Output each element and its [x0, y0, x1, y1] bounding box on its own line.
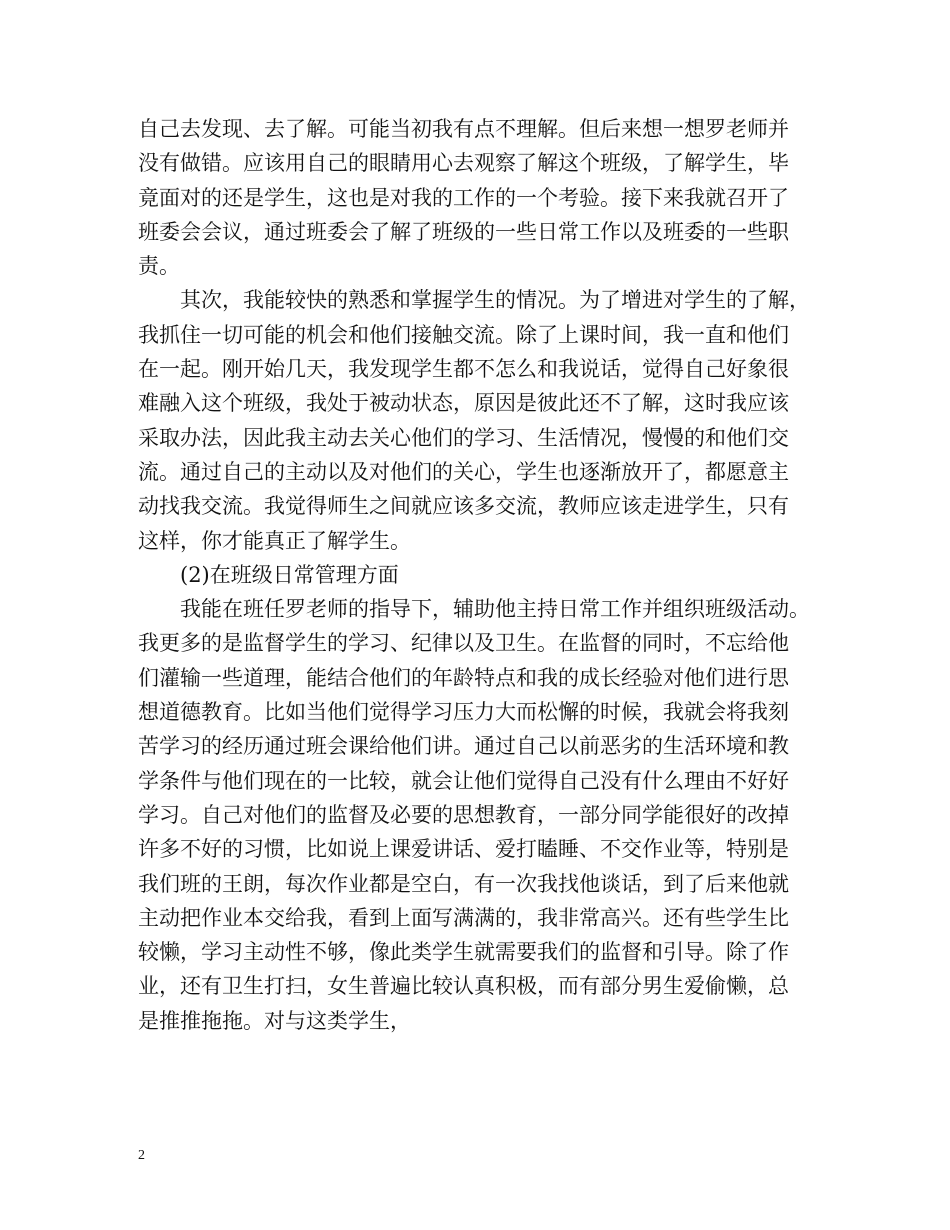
text-line: 们灌输一些道理，能结合他们的年龄特点和我的成长经验对他们进行思	[138, 665, 789, 690]
text-line: 是推推拖拖。对与这类学生，	[138, 1008, 411, 1033]
text-line: 我们班的王朗，每次作业都是空白，有一次我找他谈话，到了后来他就	[138, 871, 789, 896]
section-heading: (2)在班级日常管理方面	[138, 562, 399, 587]
text-line: 许多不好的习惯，比如说上课爱讲话、爱打瞌睡、不交作业等，特别是	[138, 837, 789, 862]
text-line: 采取办法，因此我主动去关心他们的学习、生活情况，慢慢的和他们交	[138, 425, 789, 450]
text-line: 我更多的是监督学生的学习、纪律以及卫生。在监督的同时，不忘给他	[138, 631, 789, 656]
text-line: 我抓住一切可能的机会和他们接触交流。除了上课时间，我一直和他们	[138, 322, 789, 347]
text-line: 竟面对的还是学生，这也是对我的工作的一个考验。接下来我就召开了	[138, 185, 789, 210]
text-line: 想道德教育。比如当他们觉得学习压力大而松懈的时候，我就会将我刻	[138, 700, 789, 725]
text-line: 较懒，学习主动性不够，像此类学生就需要我们的监督和引导。除了作	[138, 940, 789, 965]
text-line: 主动把作业本交给我，看到上面写满满的，我非常高兴。还有些学生比	[138, 905, 789, 930]
text-line: 流。通过自己的主动以及对他们的关心，学生也逐渐放开了，都愿意主	[138, 459, 789, 484]
text-line: 在一起。刚开始几天，我发现学生都不怎么和我说话，觉得自己好象很	[138, 357, 789, 382]
text-line: 自己去发现、去了解。可能当初我有点不理解。但后来想一想罗老师并	[138, 117, 789, 141]
text-line: 学习。自己对他们的监督及必要的思想教育，一部分同学能很好的改掉	[138, 802, 789, 827]
text-line: 业，还有卫生打扫，女生普遍比较认真积极，而有部分男生爱偷懒，总	[138, 974, 789, 999]
text-line: 其次，我能较快的熟悉和掌握学生的情况。为了增进对学生的了解，	[138, 288, 810, 313]
text-line: 学条件与他们现在的一比较，就会让他们觉得自己没有什么理由不好好	[138, 768, 789, 793]
text-line: 苦学习的经历通过班会课给他们讲。通过自己以前恶劣的生活环境和教	[138, 734, 789, 759]
page-number: 2	[138, 1148, 145, 1163]
text-line: 这样，你才能真正了解学生。	[138, 528, 411, 553]
text-line: 没有做错。应该用自己的眼睛用心去观察了解这个班级，了解学生，毕	[138, 151, 789, 176]
body-text	[138, 112, 838, 1038]
text-line: 动找我交流。我觉得师生之间就应该多交流，教师应该走进学生，只有	[138, 494, 789, 519]
text-line: 难融入这个班级，我处于被动状态，原因是彼此还不了解，这时我应该	[138, 391, 789, 416]
text-line: 班委会会议，通过班委会了解了班级的一些日常工作以及班委的一些职	[138, 219, 789, 244]
text-line: 责。	[138, 254, 180, 279]
text-line: 我能在班任罗老师的指导下，辅助他主持日常工作并组织班级活动。	[138, 597, 810, 622]
